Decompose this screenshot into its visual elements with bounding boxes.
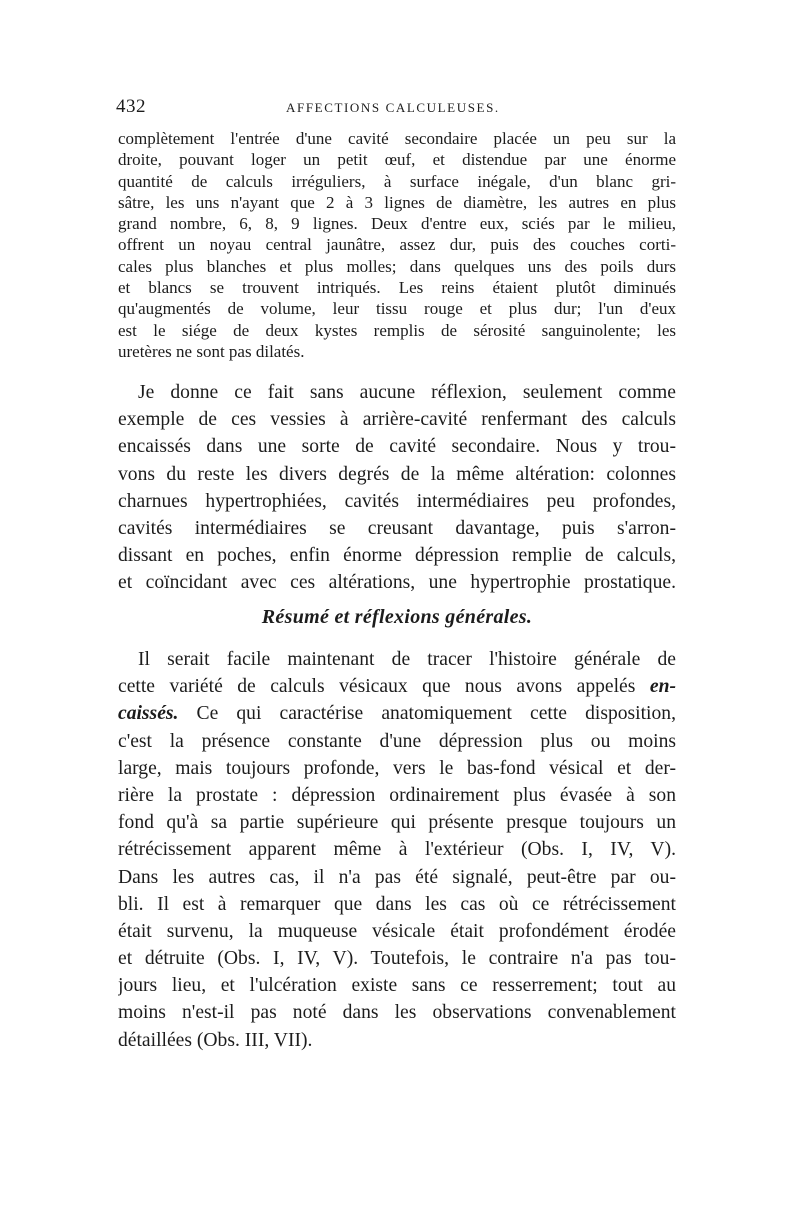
text-line: droite, pouvant loger un petit œuf, et distendue par une énorme [118, 150, 676, 170]
text-line: complètement l'entrée d'une cavité secondaire placée un peu sur la [118, 129, 676, 148]
text-line: rière la prostate : dépression ordinairement plus évasée à son [118, 784, 676, 806]
text-line [118, 700, 676, 727]
text-line: fond qu'à sa partie supérieure qui présente presque toujours un [118, 812, 676, 834]
text-line: et blancs se trouvent intriqués. Les reins étaient plutôt diminués [118, 278, 676, 298]
text-line [118, 673, 676, 700]
text-line: uretères ne sont pas dilatés. [118, 341, 305, 361]
text-line: cales plus blanches et plus molles; dans quelques uns des poils durs [118, 256, 676, 276]
summary-paragraph [118, 646, 676, 1054]
text-line: détaillées (Obs. III, VII). [118, 1029, 313, 1051]
text-segment: Ce qui caractérise anatomiquement cette disposition, [196, 703, 676, 725]
page-header [116, 96, 676, 120]
italic-term: caissés. [118, 703, 179, 725]
text-segment: cette variété de calculs vésicaux que nous avons appelés [118, 676, 636, 698]
text-line: rétrécissement apparent même à l'extérieur (Obs. I, IV, V). [118, 839, 676, 861]
text-line: encaissés dans une sorte de cavité secondaire. Nous y trou- [118, 436, 676, 458]
text-line: offrent un noyau central jaunâtre, assez dur, puis des couches corti- [118, 235, 676, 255]
running-title: AFFECTIONS CALCULEUSES. [286, 100, 500, 115]
text-line: charnues hypertrophiées, cavités intermédiaires peu profondes, [118, 490, 676, 512]
commentary-paragraph [118, 379, 676, 597]
text-line: vons du reste les divers degrés de la même altération: colonnes [118, 463, 676, 485]
text-line: large, mais toujours profonde, vers le bas-fond vésical et der- [118, 757, 676, 779]
text-line: quantité de calculs irréguliers, à surface inégale, d'un blanc gri- [118, 171, 676, 191]
page-number: 432 [116, 96, 146, 117]
text-line: qu'augmentés de volume, leur tissu rouge et plus dur; l'un d'eux [118, 299, 676, 319]
text-line: c'est la présence constante d'une dépression plus ou moins [118, 730, 676, 752]
italic-term: en- [649, 676, 676, 698]
text-line: sâtre, les uns n'ayant que 2 à 3 lignes de diamètre, les autres en plus [118, 192, 676, 212]
text-line: jours lieu, et l'ulcération existe sans ce resserrement; tout au [118, 975, 676, 997]
text-line: bli. Il est à remarquer que dans les cas où ce rétrécissement [118, 893, 676, 915]
text-line: Dans les autres cas, il n'a pas été signalé, peut-être par ou- [118, 866, 676, 888]
text-line: Il serait facile maintenant de tracer l'histoire générale de [138, 649, 676, 670]
text-line: et détruite (Obs. I, IV, V). Toutefois, le contraire n'a pas tou- [118, 948, 676, 970]
text-line: Je donne ce fait sans aucune réflexion, seulement comme [138, 382, 676, 403]
text-line: cavités intermédiaires se creusant davantage, puis s'arron- [118, 517, 676, 539]
observation-paragraph [118, 128, 676, 362]
text-line: exemple de ces vessies à arrière-cavité renfermant des calculs [118, 409, 676, 431]
text-line: et coïncidant avec ces altérations, une hypertrophie prostatique. [118, 572, 676, 594]
text-line: était survenu, la muqueuse vésicale était profondément érodée [118, 920, 676, 942]
text-line: grand nombre, 6, 8, 9 lignes. Deux d'entre eux, sciés par le milieu, [118, 214, 676, 234]
text-line: moins n'est-il pas noté dans les observations convenablement [118, 1002, 676, 1024]
text-line: dissant en poches, enfin énorme dépression remplie de calculs, [118, 545, 676, 567]
section-heading: Résumé et réflexions générales. [261, 606, 533, 628]
text-line: est le siége de deux kystes remplis de sérosité sanguinolente; les [118, 320, 676, 340]
